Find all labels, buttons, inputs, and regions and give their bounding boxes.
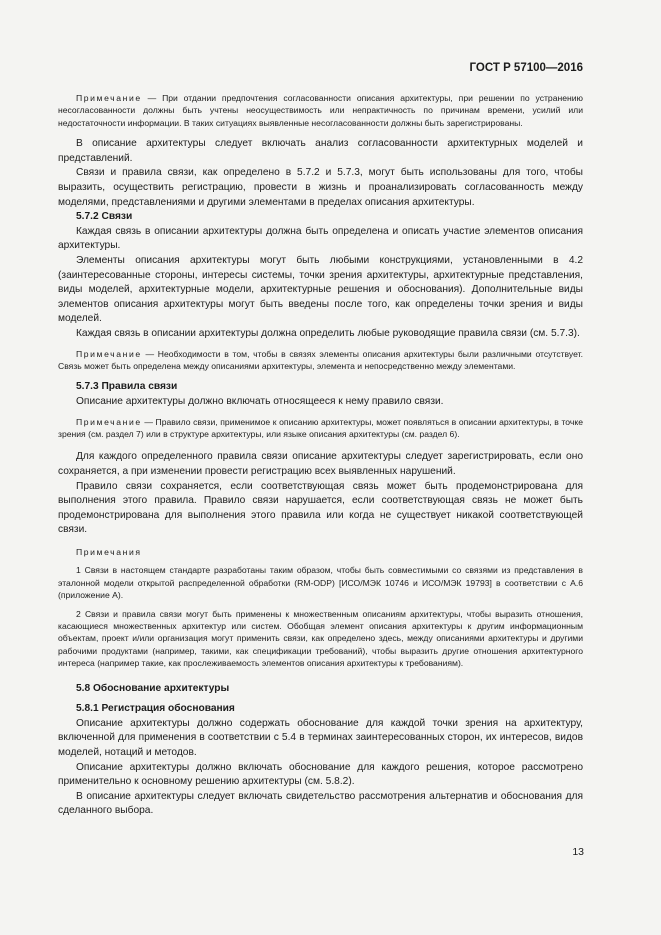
note-item: 1 Связи в настоящем стандарте разработаны таким образом, чтобы быть совместимыми со связями из представления в эталонной модели открытой распределенной обработки (RM-ODP) [ИСО/МЭК 10746 и ИСО/МЭК 19793] в соответствии с А.6 (приложение А). (58, 565, 583, 601)
paragraph: В описание архитектуры следует включать свидетельство рассмотрения альтернатив и обоснования для сделанного выбора. (58, 790, 583, 817)
note-dash: — (141, 348, 158, 359)
note-label: Примечание (76, 348, 142, 359)
paragraph: Элементы описания архитектуры могут быть любыми конструкциями, установленными в 4.2 (заинтересованные стороны, интересы системы, точки зрения архитектуры, архитектурные представления, виды моделей, архитектурные модели, архитектурные решения и обоснования). Дополнительные виды элементов описания архитектуры могут быть введены после того, как определены точки зрения и виды моделей. (58, 254, 583, 325)
note-text: При отдании предпочтения согласованности описания архитектуры, при решении по устранению несогласованности должны быть учтены неосуществимость или непрактичность по причинам времени, усилий или недостаточности информации. В таких ситуациях выявленные несогласованности должны быть зарегистрированы. (58, 93, 583, 128)
note-text: Правило связи, применимое к описанию архитектуры, может появляться в описании архитектуры, в точке зрения (см. раздел 7) или в структуре архитектуры, или языке описания архитектуры (см. раздел 6). (58, 416, 583, 439)
note-label: Примечание (76, 416, 142, 427)
section-heading: 5.8 Обоснование архитектуры (76, 682, 230, 694)
paragraph: Описание архитектуры должно включать обоснование для каждого решения, которое рассмотрено применительно к основному решению архитектуры (см. 5.8.2). (58, 761, 583, 788)
section-heading: 5.7.2 Связи (76, 211, 133, 223)
note-dash: — (141, 93, 163, 103)
page-number: 13 (572, 846, 584, 858)
standard-id: ГОСТ Р 57100—2016 (469, 62, 583, 74)
paragraph: Правило связи сохраняется, если соответствующая связь может быть продемонстрирована для выполнения этого правила. Правило связи нарушается, если соответствующая связь не может быть продемонстрирована для выполнения этого правила или когда не существует никакой соответствующей связи. (58, 480, 583, 536)
paragraph: Связи и правила связи, как определено в 5.7.2 и 5.7.3, могут быть использованы для того, чтобы выразить, осуществить регистрацию, провести в жизнь и проанализировать согласованность между моделями, представлениями и другими элементами в пределах описания архитектуры. (58, 167, 583, 208)
paragraph: Описание архитектуры должно содержать обоснование для каждой точки зрения на архитектуру, включенной для применения в соответствии с 5.4 в терминах заинтересованных сторон, их интересов, видов моделей, нотаций и методов. (58, 717, 583, 758)
paragraph: Каждая связь в описании архитектуры должна быть определена и описать участие элементов описания архитектуры. (58, 225, 583, 252)
note-paragraph (58, 348, 583, 373)
page-content (58, 90, 583, 819)
notes-label: Примечания (76, 546, 142, 557)
note-label: Примечание (76, 93, 142, 103)
note-text: Необходимости в том, чтобы в связях элементы описания архитектуры были различными отсутствует. Связь может быть определена между описаниями архитектуры, элемента и непосредственно между элементами. (58, 348, 583, 371)
section-heading: 5.7.3 Правила связи (76, 381, 178, 393)
paragraph: В описание архитектуры следует включать анализ согласованности архитектурных моделей и представлений. (58, 138, 583, 164)
note-paragraph (58, 92, 583, 129)
note-dash: — (141, 416, 156, 427)
note-item: 2 Связи и правила связи могут быть применены к множественным описаниям архитектуры, чтобы выразить отношения, касающиеся множественных архитектур или систем. Обобщая элемент описания архитектуры к другим информационным объектам, проект и/или организация могут применить связи, как определено здесь, между описаниями архитектуры и другими рабочими продуктами (например, такими, как спецификации требований), чтобы выразить другие отношения архитектурного интереса (например такие, как прослеживаемость элементов описания архитектуры к требованиям). (58, 608, 583, 669)
paragraph: Описание архитектуры должно включать относящееся к нему правило связи. (76, 395, 444, 407)
note-paragraph (58, 416, 583, 441)
paragraph: Каждая связь в описании архитектуры должна определить любые руководящие правила связи (см. 5.7.3). (76, 327, 580, 339)
paragraph: Для каждого определенного правила связи описание архитектуры следует зарегистрировать, если оно сохраняется, а при изменении провести регистрацию всех выявленных нарушений. (58, 451, 583, 477)
section-heading: 5.8.1 Регистрация обоснования (76, 703, 235, 715)
